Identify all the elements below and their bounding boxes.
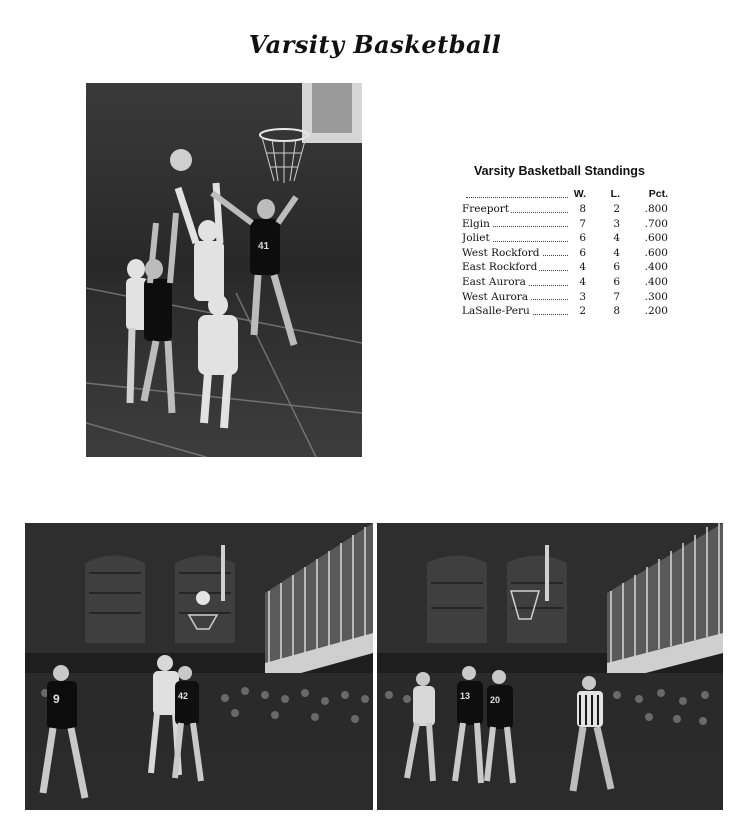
wins-cell: 6 — [579, 246, 586, 259]
wins-cell: 4 — [579, 261, 586, 274]
pct-cell: .600 — [644, 246, 668, 259]
pct-cell: .800 — [644, 203, 668, 215]
table-row — [462, 217, 668, 232]
ball — [170, 149, 192, 171]
standings-panel — [462, 164, 677, 319]
team-name: Elgin — [462, 217, 490, 230]
pct-cell: .700 — [644, 217, 668, 230]
team-name: Freeport — [462, 203, 510, 215]
jersey-number: 13 — [460, 691, 471, 701]
team-header — [462, 188, 572, 202]
gym-left-photo-art — [25, 523, 373, 810]
team-name: West Rockford — [462, 246, 540, 259]
losses-cell: 3 — [613, 217, 620, 230]
losses-cell: 4 — [613, 246, 620, 259]
team-name: West Aurora — [462, 290, 529, 303]
pct-cell: .200 — [644, 305, 668, 318]
losses-cell: 4 — [613, 232, 620, 245]
losses-header: L. — [610, 188, 620, 200]
table-row — [462, 231, 668, 246]
standings-title: Varsity Basketball Standings — [474, 164, 645, 178]
wins-cell: 4 — [579, 275, 586, 288]
losses-cell: 2 — [613, 203, 620, 215]
photo-rebound-action — [86, 83, 362, 457]
table-row — [462, 290, 668, 305]
team-name: LaSalle-Peru — [462, 305, 530, 318]
pct-cell: .600 — [644, 232, 668, 245]
team-name: East Rockford — [462, 261, 538, 274]
losses-cell: 8 — [613, 305, 620, 318]
losses-cell: 6 — [613, 261, 620, 274]
jersey-number: 41 — [258, 241, 270, 252]
team-name: Joliet — [462, 232, 490, 245]
table-row — [462, 304, 668, 319]
jersey-number: 20 — [490, 695, 501, 705]
losses-cell: 7 — [613, 290, 620, 303]
photo-gym-right — [377, 523, 723, 810]
wins-cell: 6 — [579, 232, 586, 245]
page-title: Varsity Basketball — [248, 30, 502, 59]
table-row — [462, 275, 668, 290]
photo-gym-left — [25, 523, 373, 810]
pct-cell: .300 — [644, 290, 668, 303]
pct-cell: .400 — [644, 261, 668, 274]
standings-header-row — [462, 188, 668, 202]
wins-cell: 7 — [579, 217, 586, 230]
team-name: East Aurora — [462, 275, 526, 288]
pct-header: Pct. — [648, 188, 668, 200]
wins-cell: 8 — [579, 203, 586, 215]
table-row — [462, 202, 668, 217]
table-row — [462, 260, 668, 275]
jersey-number: 9 — [53, 692, 60, 706]
gym-right-photo-art — [377, 523, 723, 810]
pct-cell: .400 — [644, 275, 668, 288]
standings-table — [462, 188, 668, 319]
table-row — [462, 246, 668, 261]
ball — [196, 591, 210, 605]
rebound-photo-art — [86, 83, 362, 457]
losses-cell: 6 — [613, 275, 620, 288]
wins-header: W. — [573, 188, 586, 200]
jersey-number: 42 — [178, 691, 189, 701]
wins-cell: 3 — [579, 290, 586, 303]
wins-cell: 2 — [579, 305, 586, 318]
